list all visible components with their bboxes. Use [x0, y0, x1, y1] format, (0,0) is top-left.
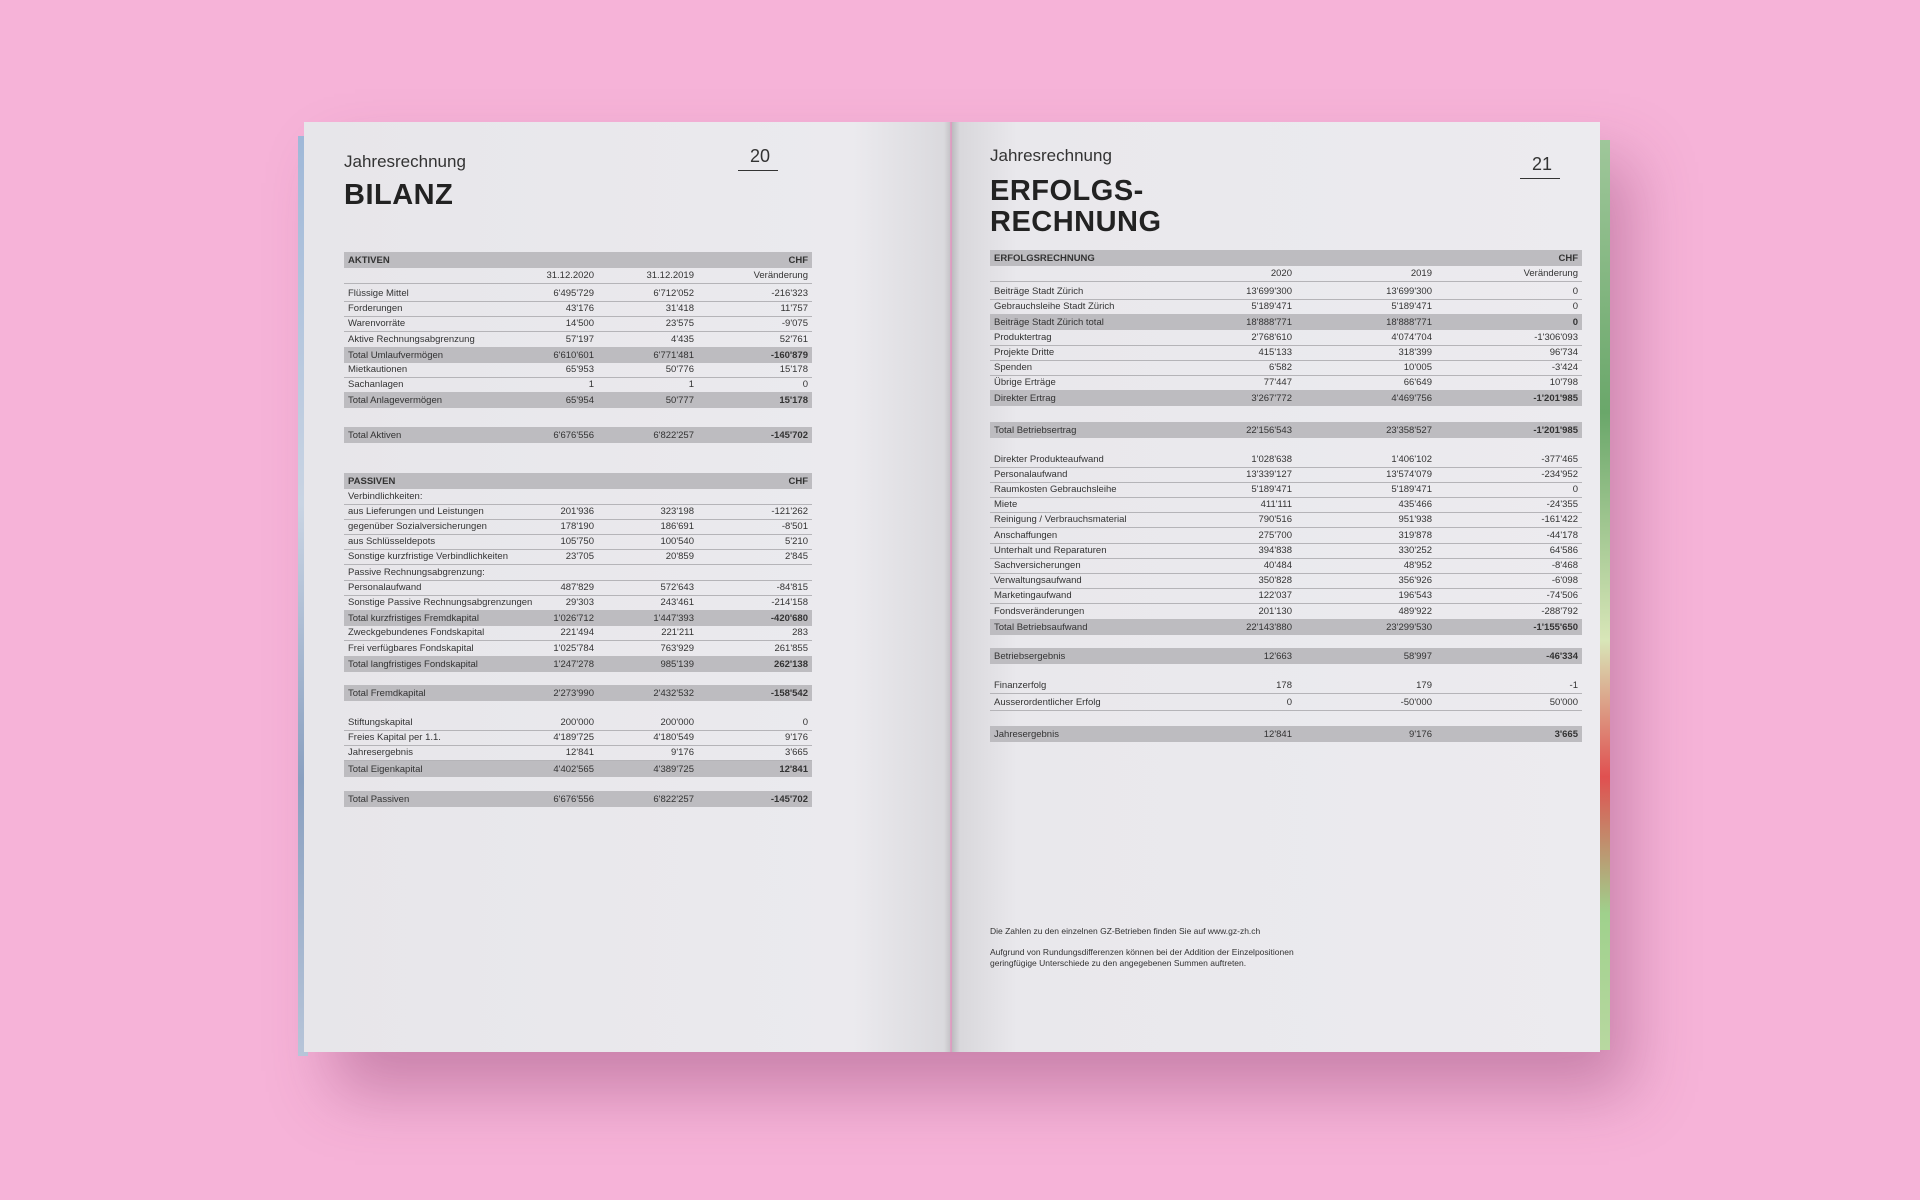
column-header: 2019 [1410, 268, 1432, 279]
row-label: Spenden [994, 362, 1033, 373]
value-col2: 23'299'530 [1386, 621, 1432, 633]
table-row [990, 314, 1582, 330]
betriebsergebnis-row [990, 648, 1582, 664]
value-col1: 4'402'565 [553, 763, 594, 775]
row-label: Beiträge Stadt Zürich total [994, 317, 1104, 329]
table-row [990, 678, 1582, 694]
value-col3: 15'178 [779, 395, 808, 407]
value-col2: 200'000 [660, 717, 694, 728]
value-col1: 415'133 [1258, 346, 1292, 358]
row-label: Frei verfügbares Fondskapital [348, 642, 474, 654]
value-col3: 0 [1572, 301, 1578, 313]
column-header: 31.12.2019 [646, 270, 694, 281]
value-col3: 10'798 [1549, 377, 1578, 389]
right-title-line2: RECHNUNG [990, 206, 1162, 238]
table-row [344, 489, 812, 505]
right-kicker: Jahresrechnung [990, 146, 1112, 165]
value-col2: 100'540 [660, 536, 694, 548]
value-col1: 29'303 [565, 597, 594, 608]
value-col1: 22'156'543 [1246, 424, 1292, 436]
value-col3: -420'680 [770, 613, 808, 625]
table-row [344, 580, 812, 596]
table-row [344, 534, 812, 550]
value-col1: 6'676'556 [553, 793, 594, 805]
row-label: aus Schlüsseldepots [348, 536, 436, 548]
value-col1: 201'936 [560, 505, 594, 517]
value-col2: 23'358'527 [1386, 424, 1432, 436]
column-header: Veränderung [1523, 268, 1578, 279]
right-title-line1: ERFOLGS- [990, 175, 1144, 207]
table-row [990, 512, 1582, 528]
value-col3: 0 [802, 717, 808, 728]
value-col3: -121'262 [771, 505, 808, 517]
row-label: Forderungen [348, 303, 403, 315]
erfolgsrechnung-header [990, 250, 1582, 266]
value-col1: 1'025'784 [553, 642, 594, 654]
value-col2: 489'922 [1398, 605, 1432, 617]
table-row [344, 715, 812, 731]
value-col1: 12'841 [565, 747, 594, 759]
left-page-rule [738, 170, 778, 171]
value-col1: 12'841 [1263, 729, 1292, 741]
value-col3: -8'501 [781, 521, 808, 532]
table-row [990, 330, 1582, 346]
value-col2: 18'888'771 [1386, 317, 1432, 329]
value-col3: 261'855 [774, 642, 808, 654]
note-website: Die Zahlen zu den einzelnen GZ-Betrieben finden Sie auf www.gz-zh.ch [990, 926, 1261, 936]
value-col3: 2'845 [785, 551, 808, 563]
value-col3: 64'586 [1549, 544, 1578, 556]
table-row [344, 332, 812, 348]
table-row [990, 573, 1582, 589]
value-col3: -377'465 [1541, 453, 1578, 465]
value-col2: 763'929 [660, 642, 694, 654]
value-col1: 178 [1276, 680, 1292, 691]
table-row [990, 604, 1582, 620]
value-col3: -1'306'093 [1534, 331, 1578, 343]
table-row [344, 565, 812, 581]
row-label: Flüssige Mittel [348, 288, 409, 299]
jahresergebnis-row [990, 726, 1582, 742]
value-col2: 186'691 [660, 521, 694, 532]
value-col1: 2'768'610 [1251, 331, 1292, 343]
value-col1: 40'484 [1263, 560, 1292, 571]
row-label: Produktertrag [994, 331, 1052, 343]
value-col2: 6'712'052 [653, 288, 694, 299]
value-col2: 319'878 [1398, 529, 1432, 541]
left-title: BILANZ [344, 179, 454, 211]
value-col1: 221'494 [560, 627, 594, 639]
row-label: Stiftungskapital [348, 717, 413, 728]
value-col2: 318'399 [1398, 346, 1432, 358]
value-col1: 5'189'471 [1251, 484, 1292, 495]
value-col3: -1 [1569, 680, 1578, 691]
value-col1: 6'495'729 [553, 288, 594, 299]
value-col3: 3'665 [785, 747, 808, 759]
table-row [990, 558, 1582, 574]
table-row [990, 695, 1582, 711]
value-col3: -3'424 [1551, 362, 1578, 373]
value-col1: 1'247'278 [553, 658, 594, 670]
right-page-rule [1520, 178, 1560, 179]
value-col3: 0 [1572, 317, 1578, 329]
value-col2: 4'180'549 [653, 732, 694, 744]
value-col3: -288'792 [1541, 605, 1578, 617]
value-col2: 2'432'532 [653, 688, 694, 699]
column-header-row [344, 268, 812, 284]
aktiven-header [344, 252, 812, 268]
row-label: Total Aktiven [348, 429, 402, 441]
row-label: Sonstige Passive Rechnungsabgrenzungen [348, 597, 533, 608]
total-fremdkapital-row [344, 685, 812, 701]
value-col3: -214'158 [771, 597, 808, 608]
currency-label: CHF [1558, 253, 1578, 264]
row-label: Mietkautionen [348, 364, 408, 375]
table-row [344, 595, 812, 611]
table-row [344, 641, 812, 657]
row-label: Direkter Ertrag [994, 393, 1056, 405]
table-row [344, 625, 812, 641]
value-col1: 2'273'990 [553, 688, 594, 699]
row-label: Total Passiven [348, 793, 410, 805]
value-col2: 6'771'481 [653, 349, 694, 361]
value-col2: 572'643 [660, 581, 694, 593]
value-col2: -50'000 [1400, 697, 1432, 709]
row-label: Raumkosten Gebrauchsleihe [994, 484, 1117, 495]
value-col3: -74'506 [1546, 590, 1578, 602]
value-col2: 23'575 [665, 318, 694, 330]
row-label: Total Fremdkapital [348, 688, 426, 699]
left-kicker: Jahresrechnung [344, 152, 466, 171]
row-label: Ausserordentlicher Erfolg [994, 697, 1101, 709]
value-col2: 4'074'704 [1391, 331, 1432, 343]
row-label: Projekte Dritte [994, 346, 1055, 358]
page-bilanz [304, 122, 950, 1052]
value-col1: 200'000 [560, 717, 594, 728]
value-col3: -24'355 [1546, 499, 1578, 511]
value-col1: 14'500 [565, 318, 594, 330]
value-col1: 23'705 [565, 551, 594, 563]
row-label: Übrige Erträge [994, 377, 1056, 389]
value-col3: -216'323 [771, 288, 808, 299]
value-col2: 196'543 [1398, 590, 1432, 602]
value-col2: 10'005 [1403, 362, 1432, 373]
row-label: Gebrauchsleihe Stadt Zürich [994, 301, 1115, 313]
row-label: Verwaltungsaufwand [994, 575, 1082, 587]
value-col2: 4'435 [671, 333, 694, 345]
row-label: Fondsveränderungen [994, 605, 1085, 617]
row-label: gegenüber Sozialversicherungen [348, 521, 487, 532]
value-col2: 20'859 [665, 551, 694, 563]
value-col3: -1'201'985 [1533, 424, 1578, 436]
value-col2: 66'649 [1403, 377, 1432, 389]
row-label: Miete [994, 499, 1018, 511]
table-row [344, 504, 812, 520]
value-col1: 65'953 [565, 364, 594, 375]
value-col1: 6'610'601 [553, 349, 594, 361]
row-label: Total Eigenkapital [348, 763, 423, 775]
value-col2: 50'777 [665, 395, 694, 407]
row-label: Sachversicherungen [994, 560, 1081, 571]
left-page-number: 20 [749, 146, 770, 166]
value-col2: 6'822'257 [653, 429, 694, 441]
section-header-label: PASSIVEN [348, 475, 396, 487]
row-label: Unterhalt und Reparaturen [994, 544, 1107, 556]
value-col1: 65'954 [565, 395, 594, 407]
table-row [344, 301, 812, 317]
value-col3: -6'098 [1551, 575, 1578, 587]
value-col3: 3'665 [1554, 729, 1578, 741]
column-header: Veränderung [753, 270, 808, 281]
row-label: Zweckgebundenes Fondskapital [348, 627, 485, 639]
value-col2: 13'699'300 [1386, 286, 1432, 297]
row-label: Verbindlichkeiten: [348, 490, 423, 502]
value-col3: 15'178 [779, 364, 808, 375]
value-col2: 330'252 [1398, 544, 1432, 556]
value-col2: 323'198 [660, 505, 694, 517]
row-label: Freies Kapital per 1.1. [348, 732, 441, 744]
value-col2: 1 [688, 379, 694, 391]
value-col2: 9'176 [671, 747, 694, 759]
value-col3: -158'542 [770, 688, 808, 699]
row-label: Direkter Produkteaufwand [994, 453, 1104, 465]
value-col2: 50'776 [665, 364, 694, 375]
value-col3: -160'879 [770, 349, 808, 361]
value-col3: 0 [802, 379, 808, 391]
value-col1: 487'829 [560, 581, 594, 593]
row-label: Jahresergebnis [994, 729, 1059, 741]
table-row [990, 390, 1582, 406]
row-label: Total Betriebsaufwand [994, 621, 1088, 633]
value-col2: 951'938 [1398, 514, 1432, 526]
value-col1: 201'130 [1258, 605, 1292, 617]
value-col3: -234'952 [1541, 468, 1578, 480]
value-col1: 18'888'771 [1246, 317, 1292, 329]
table-row [344, 519, 812, 535]
value-col2: 356'926 [1398, 575, 1432, 587]
section-header-label: AKTIVEN [348, 255, 390, 266]
value-col2: 9'176 [1409, 729, 1432, 741]
value-col2: 4'389'725 [653, 763, 694, 775]
table-row [990, 543, 1582, 559]
note-rounding-line1: Aufgrund von Rundungsdifferenzen können bei der Addition der Einzelpositionen [990, 947, 1294, 957]
total-betriebsertrag-row [990, 422, 1582, 438]
table-row [990, 284, 1582, 300]
value-col2: 6'822'257 [653, 793, 694, 805]
table-row [344, 610, 812, 626]
table-row [990, 452, 1582, 468]
total-aktiven-row [344, 427, 812, 443]
column-header: 31.12.2020 [546, 270, 594, 281]
value-col1: 57'197 [565, 333, 594, 345]
table-row [990, 360, 1582, 376]
table-row [344, 656, 812, 672]
row-label: Sachanlagen [348, 379, 404, 391]
row-label: Reinigung / Verbrauchsmaterial [994, 514, 1127, 526]
section-header-label: ERFOLGSRECHNUNG [994, 253, 1095, 264]
value-col2: 1'447'393 [653, 613, 694, 625]
value-col3: 0 [1572, 484, 1578, 495]
value-col1: 275'700 [1258, 529, 1292, 541]
value-col3: 52'761 [779, 333, 808, 345]
value-col1: 0 [1286, 697, 1292, 709]
table-row [344, 347, 812, 363]
value-col3: 50'000 [1549, 697, 1578, 709]
value-col1: 790'516 [1258, 514, 1292, 526]
right-page-number: 21 [1531, 154, 1552, 174]
table-row [344, 549, 812, 565]
row-label: Total Umlaufvermögen [348, 349, 444, 361]
row-label: Beiträge Stadt Zürich [994, 286, 1084, 297]
value-col1: 3'267'772 [1251, 393, 1292, 405]
currency-label: CHF [788, 475, 808, 487]
table-row [344, 745, 812, 761]
row-label: Jahresergebnis [348, 747, 413, 759]
value-col1: 122'037 [1258, 590, 1292, 602]
value-col1: 43'176 [565, 303, 594, 315]
value-col2: 58'997 [1403, 651, 1432, 662]
table-row [990, 619, 1582, 635]
column-header-row [990, 266, 1582, 282]
value-col3: 5'210 [785, 536, 808, 548]
value-col2: 4'469'756 [1391, 393, 1432, 405]
value-col2: 221'211 [661, 627, 694, 639]
row-label: Sonstige kurzfristige Verbindlichkeiten [348, 551, 509, 563]
value-col3: 0 [1572, 286, 1578, 297]
table-row [344, 316, 812, 332]
table-row [990, 345, 1582, 361]
row-label: Aktive Rechnungsabgrenzung [348, 333, 475, 345]
row-label: Total Betriebsertrag [994, 424, 1077, 436]
value-col2: 985'139 [660, 658, 694, 670]
value-col3: 11'757 [780, 303, 808, 315]
page-erfolgsrechnung [952, 122, 1600, 1052]
column-header: 2020 [1270, 268, 1292, 279]
value-col1: 105'750 [560, 536, 594, 548]
table-row [344, 761, 812, 777]
value-col1: 13'699'300 [1246, 286, 1292, 297]
table-row [344, 392, 812, 408]
value-col2: 435'466 [1398, 499, 1432, 511]
total-passiven-row [344, 791, 812, 807]
value-col3: -46'334 [1546, 651, 1578, 662]
row-label: Personalaufwand [348, 581, 422, 593]
table-row [990, 528, 1582, 544]
value-col3: -1'201'985 [1533, 393, 1578, 405]
value-col3: 9'176 [785, 732, 808, 744]
value-col1: 394'838 [1258, 544, 1292, 556]
value-col2: 13'574'079 [1386, 468, 1432, 480]
row-label: aus Lieferungen und Leistungen [348, 505, 484, 517]
value-col3: 283 [792, 627, 808, 639]
row-label: Betriebsergebnis [994, 651, 1066, 662]
value-col1: 12'663 [1263, 651, 1292, 662]
value-col1: 411'111 [1260, 499, 1292, 511]
row-label: Total Anlagevermögen [348, 395, 443, 407]
row-label: Total kurzfristiges Fremdkapital [348, 613, 479, 625]
value-col1: 350'828 [1258, 575, 1292, 587]
row-label: Warenvorräte [348, 318, 406, 330]
value-col3: 262'138 [774, 658, 808, 670]
value-col3: -44'178 [1546, 529, 1578, 541]
table-row [344, 730, 812, 746]
value-col3: 12'841 [779, 763, 808, 775]
row-label: Anschaffungen [994, 529, 1058, 541]
value-col1: 4'189'725 [553, 732, 594, 744]
value-col2: 5'189'471 [1391, 301, 1432, 313]
row-label: Passive Rechnungsabgrenzung: [348, 566, 485, 578]
value-col3: -1'155'650 [1533, 621, 1578, 633]
value-col1: 1'028'638 [1251, 453, 1292, 465]
table-row [344, 377, 812, 393]
passiven-header [344, 473, 812, 489]
row-label: Marketingaufwand [994, 590, 1072, 602]
open-book-spread [304, 122, 1600, 1052]
value-col3: -161'422 [1541, 514, 1578, 526]
value-col1: 6'582 [1269, 362, 1292, 373]
table-row [990, 375, 1582, 391]
value-col3: -145'702 [770, 793, 808, 805]
value-col2: 1'406'102 [1391, 453, 1432, 465]
value-col2: 5'189'471 [1391, 484, 1432, 495]
table-row [344, 286, 812, 302]
value-col2: 31'418 [665, 303, 694, 315]
value-col3: -9'075 [781, 318, 808, 330]
table-row [990, 299, 1582, 315]
value-col1: 22'143'880 [1246, 621, 1292, 633]
value-col3: -145'702 [770, 429, 808, 441]
value-col1: 6'676'556 [553, 429, 594, 441]
value-col3: -84'815 [776, 581, 808, 593]
note-rounding-line2: geringfügige Unterschiede zu den angegebenen Summen auftreten. [990, 958, 1247, 968]
value-col2: 243'461 [660, 597, 694, 608]
row-label: Personalaufwand [994, 468, 1068, 480]
value-col3: -8'468 [1551, 560, 1578, 571]
value-col2: 179 [1416, 680, 1432, 691]
table-row [990, 588, 1582, 604]
table-row [990, 482, 1582, 498]
value-col3: 96'734 [1549, 346, 1578, 358]
value-col1: 1 [588, 379, 594, 391]
book-gutter [944, 122, 960, 1052]
table-row [990, 497, 1582, 513]
table-row [990, 467, 1582, 483]
row-label: Finanzerfolg [994, 680, 1047, 691]
value-col1: 77'447 [1263, 377, 1292, 389]
value-col1: 178'190 [560, 521, 594, 532]
value-col1: 1'026'712 [553, 613, 594, 625]
value-col1: 5'189'471 [1251, 301, 1292, 313]
row-label: Total langfristiges Fondskapital [348, 658, 478, 670]
value-col2: 48'952 [1403, 560, 1432, 571]
table-row [344, 362, 812, 378]
value-col1: 13'339'127 [1246, 468, 1292, 480]
currency-label: CHF [788, 255, 808, 266]
